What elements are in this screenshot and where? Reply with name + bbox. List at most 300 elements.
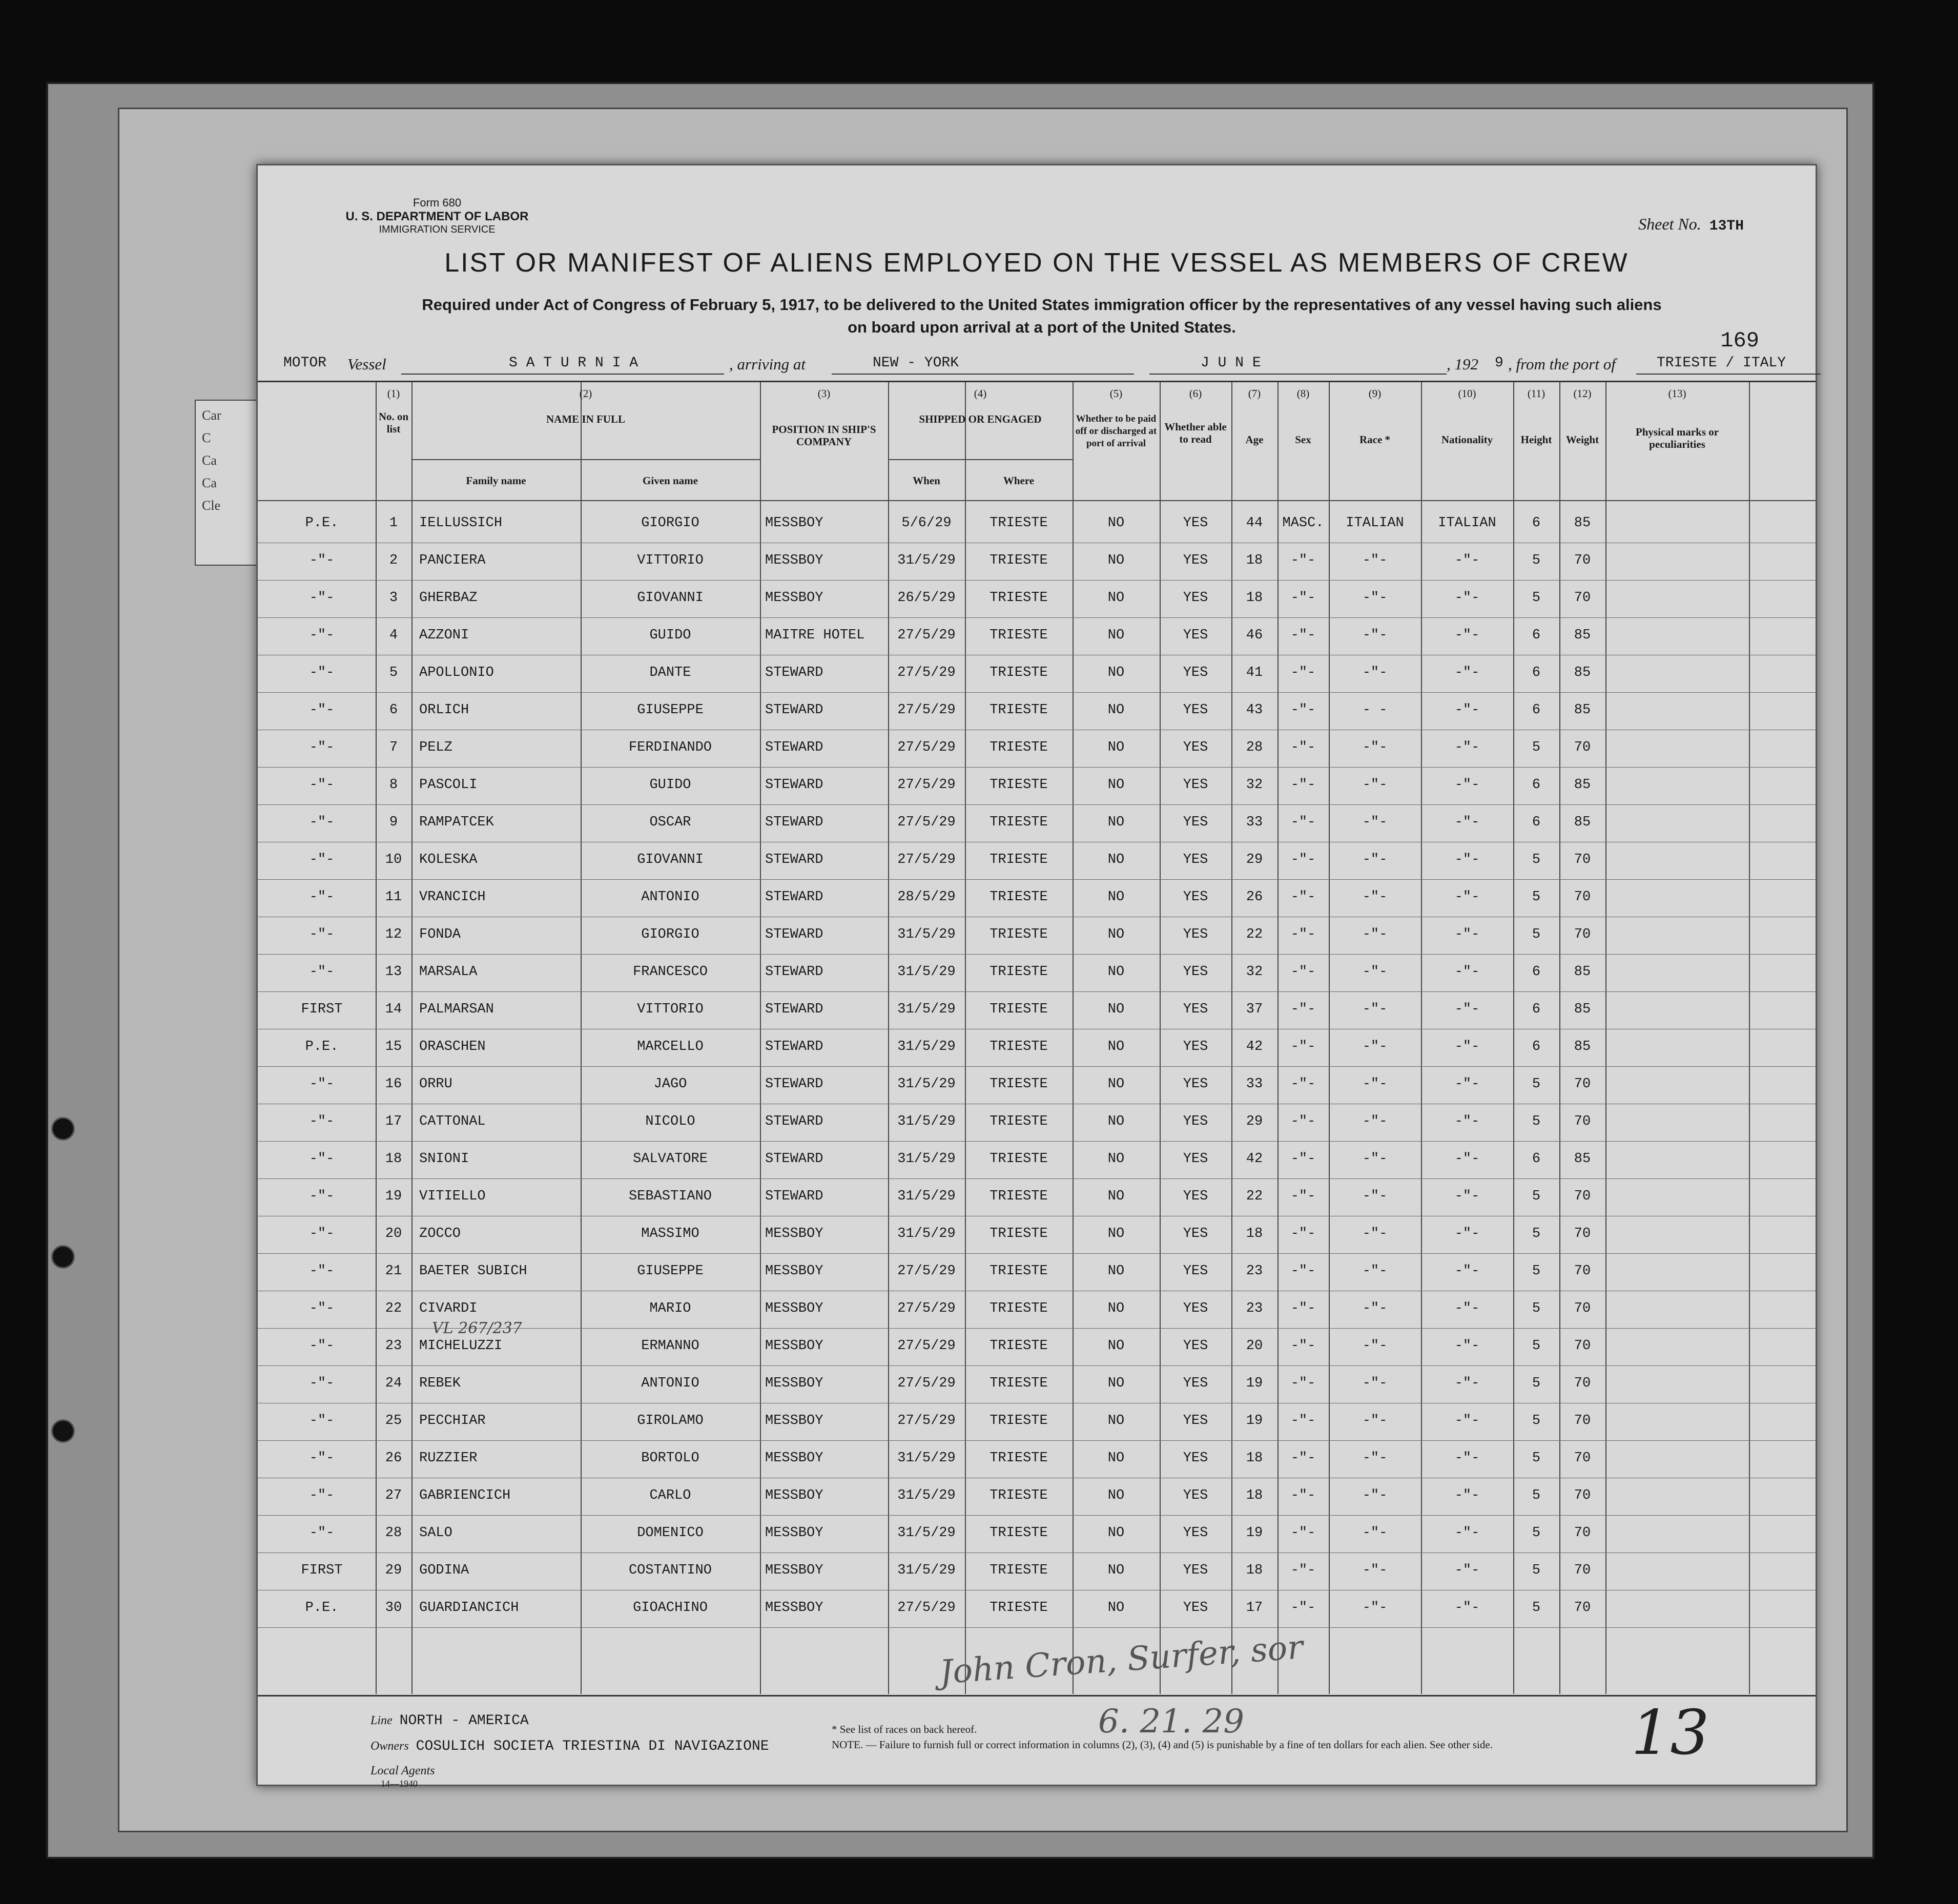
cell-mark: -"- — [309, 628, 335, 643]
cell-read: YES — [1183, 777, 1208, 793]
cell-where: TRIESTE — [990, 553, 1048, 568]
cell-position: MESSBOY — [765, 1264, 823, 1279]
cell-where: TRIESTE — [990, 1563, 1048, 1578]
cell-read: YES — [1183, 1077, 1208, 1092]
cell-no: 9 — [389, 815, 398, 830]
cell-sex: -"- — [1290, 777, 1316, 793]
cell-height: 5 — [1532, 1413, 1541, 1429]
cell-race: - - — [1362, 702, 1388, 718]
cell-given: MARIO — [649, 1301, 691, 1316]
cell-age: 33 — [1246, 815, 1263, 830]
cell-nat: -"- — [1454, 590, 1480, 606]
cell-mark: -"- — [309, 1488, 335, 1503]
page-title: LIST OR MANIFEST OF ALIENS EMPLOYED ON THE VESSEL AS MEMBERS OF CREW — [444, 248, 1629, 278]
cell-race: -"- — [1362, 1077, 1388, 1092]
cell-no: 10 — [385, 852, 402, 867]
cell-when: 31/5/29 — [897, 964, 956, 980]
table-row — [258, 1590, 1816, 1628]
cell-age: 23 — [1246, 1301, 1263, 1316]
table-row — [258, 543, 1816, 581]
cell-no: 16 — [385, 1077, 402, 1092]
cell-mark: -"- — [309, 702, 335, 718]
cell-nat: -"- — [1454, 1338, 1480, 1354]
table-row — [258, 692, 1816, 730]
cell-where: TRIESTE — [990, 927, 1048, 942]
side-card-text: Car — [202, 408, 221, 423]
table-row — [258, 1440, 1816, 1478]
cell-race: -"- — [1362, 964, 1388, 980]
cell-weight: 85 — [1574, 1002, 1591, 1017]
cell-nat: -"- — [1454, 1151, 1480, 1167]
cell-read: YES — [1183, 1600, 1208, 1616]
cell-paid: NO — [1107, 1338, 1125, 1354]
cell-position: STEWARD — [765, 889, 823, 905]
penalty-note: NOTE. — Failure to furnish full or correct information in columns (2), (3), (4) and (5) is punishable by a fine of ten dollars for each alien. See other side. — [832, 1739, 1493, 1751]
cell-sex: -"- — [1290, 889, 1316, 905]
cell-where: TRIESTE — [990, 1301, 1048, 1316]
cell-given: ANTONIO — [641, 1376, 699, 1391]
cell-race: -"- — [1362, 1563, 1388, 1578]
cell-mark: -"- — [309, 1114, 335, 1129]
cell-race: -"- — [1362, 1039, 1388, 1054]
cell-mark: -"- — [309, 1338, 335, 1354]
cell-paid: NO — [1107, 889, 1125, 905]
cell-read: YES — [1183, 590, 1208, 606]
subtitle-line-1: Required under Act of Congress of February 5, 1917, to be delivered to the United States immigration officer by the representatives of any vessel having such aliens — [422, 296, 1662, 314]
cell-position: STEWARD — [765, 1039, 823, 1054]
header-weight: Weight — [1565, 433, 1599, 446]
header-where: Where — [1003, 474, 1035, 487]
cell-age: 37 — [1246, 1002, 1263, 1017]
cell-nat: -"- — [1454, 1600, 1480, 1616]
cell-mark: -"- — [309, 1189, 335, 1204]
cell-paid: NO — [1107, 702, 1125, 718]
cell-mark: FIRST — [301, 1563, 343, 1578]
cell-weight: 70 — [1574, 1600, 1591, 1616]
col5-number: (5) — [1109, 387, 1123, 400]
cell-height: 5 — [1532, 1264, 1541, 1279]
cell-race: ITALIAN — [1346, 515, 1404, 531]
cell-read: YES — [1183, 1189, 1208, 1204]
vessel-name: S A T U R N I A — [509, 355, 638, 371]
cell-height: 6 — [1532, 702, 1541, 718]
cell-family: GODINA — [419, 1563, 469, 1578]
cell-when: 27/5/29 — [897, 702, 956, 718]
cell-where: TRIESTE — [990, 1264, 1048, 1279]
manifest-sheet — [256, 164, 1817, 1789]
cell-height: 5 — [1532, 553, 1541, 568]
cell-race: -"- — [1362, 1413, 1388, 1429]
cell-paid: NO — [1107, 553, 1125, 568]
cell-age: 32 — [1246, 777, 1263, 793]
side-card-text: C — [202, 430, 211, 445]
cell-nat: -"- — [1454, 1301, 1480, 1316]
cell-age: 18 — [1246, 590, 1263, 606]
cell-sex: -"- — [1290, 1039, 1316, 1054]
cell-height: 5 — [1532, 889, 1541, 905]
vessel-line — [283, 352, 1785, 378]
cell-no: 24 — [385, 1376, 402, 1391]
cell-height: 6 — [1532, 1002, 1541, 1017]
cell-where: TRIESTE — [990, 852, 1048, 867]
cell-nat: -"- — [1454, 1525, 1480, 1541]
cell-height: 5 — [1532, 740, 1541, 755]
col8-number: (8) — [1296, 387, 1310, 400]
cell-mark: -"- — [309, 777, 335, 793]
form-header — [345, 196, 529, 236]
cell-height: 5 — [1532, 590, 1541, 606]
col11-number: (11) — [1527, 387, 1545, 400]
header-no-on-list: No. on list — [378, 410, 409, 435]
cell-weight: 70 — [1574, 740, 1591, 755]
cell-given: FRANCESCO — [633, 964, 708, 980]
cell-weight: 70 — [1574, 1114, 1591, 1129]
cell-paid: NO — [1107, 1039, 1125, 1054]
cell-given: GIOACHINO — [633, 1600, 708, 1616]
print-code: 14—1940 — [381, 1778, 418, 1789]
col10-number: (10) — [1458, 387, 1476, 400]
cell-given: ERMANNO — [641, 1338, 699, 1354]
cell-where: TRIESTE — [990, 1151, 1048, 1167]
cell-sex: -"- — [1290, 1376, 1316, 1391]
cell-weight: 70 — [1574, 927, 1591, 942]
cell-family: VITIELLO — [419, 1189, 486, 1204]
cell-nat: -"- — [1454, 1413, 1480, 1429]
cell-where: TRIESTE — [990, 590, 1048, 606]
cell-race: -"- — [1362, 1301, 1388, 1316]
cell-height: 5 — [1532, 1376, 1541, 1391]
col12-number: (12) — [1573, 387, 1592, 400]
cell-sex: -"- — [1290, 1301, 1316, 1316]
cell-paid: NO — [1107, 665, 1125, 680]
cell-age: 18 — [1246, 553, 1263, 568]
cell-when: 5/6/29 — [901, 515, 952, 531]
cell-when: 31/5/29 — [897, 1451, 956, 1466]
cell-paid: NO — [1107, 1488, 1125, 1503]
cell-when: 31/5/29 — [897, 1114, 956, 1129]
cell-no: 12 — [385, 927, 402, 942]
cell-read: YES — [1183, 1151, 1208, 1167]
cell-height: 6 — [1532, 1151, 1541, 1167]
table-row — [258, 1104, 1816, 1142]
cell-mark: -"- — [309, 1413, 335, 1429]
cell-where: TRIESTE — [990, 702, 1048, 718]
cell-mark: -"- — [309, 740, 335, 755]
cell-family: RUZZIER — [419, 1451, 478, 1466]
punch-hole — [51, 1117, 75, 1141]
header-given-name: Given name — [643, 474, 698, 487]
cell-family: BAETER SUBICH — [419, 1264, 527, 1279]
cell-when: 27/5/29 — [897, 1413, 956, 1429]
cell-nat: -"- — [1454, 815, 1480, 830]
cell-read: YES — [1183, 1338, 1208, 1354]
cell-race: -"- — [1362, 1525, 1388, 1541]
cell-weight: 70 — [1574, 852, 1591, 867]
cell-no: 28 — [385, 1525, 402, 1541]
cell-where: TRIESTE — [990, 628, 1048, 643]
cell-where: TRIESTE — [990, 1600, 1048, 1616]
cell-when: 27/5/29 — [897, 1301, 956, 1316]
cell-race: -"- — [1362, 1338, 1388, 1354]
cell-height: 5 — [1532, 852, 1541, 867]
cell-nat: -"- — [1454, 1114, 1480, 1129]
punch-hole — [51, 1245, 75, 1269]
cell-no: 8 — [389, 777, 398, 793]
cell-mark: -"- — [309, 1525, 335, 1541]
header-able-to-read: Whether able to read — [1164, 421, 1227, 445]
cell-weight: 85 — [1574, 702, 1591, 718]
cell-sex: -"- — [1290, 1151, 1316, 1167]
cell-mark: -"- — [309, 1226, 335, 1241]
cell-given: GIORGIO — [641, 927, 699, 942]
cell-age: 19 — [1246, 1376, 1263, 1391]
cell-no: 17 — [385, 1114, 402, 1129]
table-row — [258, 767, 1816, 805]
cell-position: MESSBOY — [765, 1338, 823, 1354]
year-prefix: , 192 — [1447, 355, 1478, 373]
table-row — [258, 1141, 1816, 1179]
cell-family: AZZONI — [419, 628, 469, 643]
cell-paid: NO — [1107, 964, 1125, 980]
cell-given: COSTANTINO — [628, 1563, 712, 1578]
cell-sex: -"- — [1290, 665, 1316, 680]
header-physical-marks: Physical marks or peculiarities — [1635, 426, 1719, 450]
cell-no: 11 — [385, 889, 402, 905]
cell-given: OSCAR — [649, 815, 691, 830]
cell-position: MESSBOY — [765, 1600, 823, 1616]
side-card-text: Ca — [202, 453, 217, 468]
officer-signature: John Cron, Surfer, sor — [938, 1628, 1305, 1692]
cell-position: MESSBOY — [765, 1226, 823, 1241]
cell-given: GIOVANNI — [637, 590, 704, 606]
cell-when: 27/5/29 — [897, 628, 956, 643]
table-row — [258, 917, 1816, 955]
cell-read: YES — [1183, 1563, 1208, 1578]
cell-where: TRIESTE — [990, 1376, 1048, 1391]
cell-no: 15 — [385, 1039, 402, 1054]
cell-sex: -"- — [1290, 927, 1316, 942]
cell-nat: -"- — [1454, 1563, 1480, 1578]
cell-position: MESSBOY — [765, 515, 823, 531]
cell-weight: 70 — [1574, 1189, 1591, 1204]
cell-no: 27 — [385, 1488, 402, 1503]
cell-family: VRANCICH — [419, 889, 486, 905]
cell-when: 27/5/29 — [897, 740, 956, 755]
cell-position: STEWARD — [765, 815, 823, 830]
table-row — [258, 617, 1816, 655]
cell-no: 2 — [389, 553, 398, 568]
table-row — [258, 879, 1816, 917]
cell-mark: -"- — [309, 1264, 335, 1279]
cell-weight: 85 — [1574, 815, 1591, 830]
cell-given: VITTORIO — [637, 553, 704, 568]
cell-height: 6 — [1532, 628, 1541, 643]
cell-family: ZOCCO — [419, 1226, 461, 1241]
cell-weight: 70 — [1574, 553, 1591, 568]
cell-position: STEWARD — [765, 1151, 823, 1167]
cell-mark: -"- — [309, 590, 335, 606]
cell-sex: -"- — [1290, 590, 1316, 606]
table-row — [258, 1515, 1816, 1553]
table-row — [258, 1291, 1816, 1337]
cell-race: -"- — [1362, 628, 1388, 643]
cell-paid: NO — [1107, 1600, 1125, 1616]
cell-nat: -"- — [1454, 1226, 1480, 1241]
cell-nat: -"- — [1454, 1376, 1480, 1391]
cell-family: CATTONAL — [419, 1114, 486, 1129]
cell-weight: 85 — [1574, 628, 1591, 643]
cell-when: 27/5/29 — [897, 1338, 956, 1354]
cell-where: TRIESTE — [990, 1114, 1048, 1129]
cell-paid: NO — [1107, 777, 1125, 793]
cell-age: 22 — [1246, 1189, 1263, 1204]
table-row — [258, 655, 1816, 693]
cell-position: STEWARD — [765, 927, 823, 942]
from-port: TRIESTE / ITALY — [1657, 355, 1786, 371]
cell-where: TRIESTE — [990, 1525, 1048, 1541]
col4-number: (4) — [974, 387, 987, 400]
cell-sex: -"- — [1290, 1114, 1316, 1129]
cell-where: TRIESTE — [990, 1413, 1048, 1429]
cell-given: VITTORIO — [637, 1002, 704, 1017]
cell-race: -"- — [1362, 590, 1388, 606]
cell-read: YES — [1183, 927, 1208, 942]
cell-age: 19 — [1246, 1525, 1263, 1541]
cell-age: 41 — [1246, 665, 1263, 680]
cell-where: TRIESTE — [990, 515, 1048, 531]
cell-height: 6 — [1532, 665, 1541, 680]
subtitle — [335, 294, 1749, 339]
cell-weight: 70 — [1574, 1488, 1591, 1503]
side-card — [195, 400, 258, 566]
header-sex: Sex — [1295, 433, 1311, 446]
cell-family: IELLUSSICH — [419, 515, 503, 531]
header-age: Age — [1245, 433, 1264, 446]
cell-race: -"- — [1362, 1151, 1388, 1167]
cell-family: REBEK — [419, 1376, 461, 1391]
cell-where: TRIESTE — [990, 1002, 1048, 1017]
cell-read: YES — [1183, 1488, 1208, 1503]
cell-sex: -"- — [1290, 964, 1316, 980]
table-row — [258, 842, 1816, 880]
col9-number: (9) — [1368, 387, 1382, 400]
arriving-port: NEW - YORK — [873, 355, 959, 371]
cell-read: YES — [1183, 1226, 1208, 1241]
header-nationality: Nationality — [1441, 433, 1493, 446]
cell-no: 29 — [385, 1563, 402, 1578]
cell-age: 29 — [1246, 1114, 1263, 1129]
cell-sex: -"- — [1290, 1413, 1316, 1429]
cell-sex: -"- — [1290, 1525, 1316, 1541]
cell-paid: NO — [1107, 1002, 1125, 1017]
cell-no: 21 — [385, 1264, 402, 1279]
cell-nat: -"- — [1454, 553, 1480, 568]
cell-weight: 85 — [1574, 777, 1591, 793]
cell-paid: NO — [1107, 1525, 1125, 1541]
cell-nat: -"- — [1454, 740, 1480, 755]
cell-where: TRIESTE — [990, 665, 1048, 680]
cell-race: -"- — [1362, 1226, 1388, 1241]
cell-sex: -"- — [1290, 1338, 1316, 1354]
cell-height: 5 — [1532, 927, 1541, 942]
cell-read: YES — [1183, 1413, 1208, 1429]
cell-position: STEWARD — [765, 777, 823, 793]
cell-no: 25 — [385, 1413, 402, 1429]
side-card-text: Cle — [202, 498, 221, 513]
cell-no: 22 — [385, 1301, 402, 1316]
cell-where: TRIESTE — [990, 889, 1048, 905]
cell-family: PELZ — [419, 740, 452, 755]
cell-when: 27/5/29 — [897, 1600, 956, 1616]
cell-height: 5 — [1532, 1189, 1541, 1204]
cell-when: 31/5/29 — [897, 1039, 956, 1054]
cell-nat: -"- — [1454, 1189, 1480, 1204]
cell-when: 27/5/29 — [897, 777, 956, 793]
cell-nat: -"- — [1454, 964, 1480, 980]
cell-paid: NO — [1107, 740, 1125, 755]
cell-age: 18 — [1246, 1488, 1263, 1503]
cell-nat: -"- — [1454, 665, 1480, 680]
table-row — [258, 1328, 1816, 1366]
cell-family: ORLICH — [419, 702, 469, 718]
handwritten-note: VL 267/237 — [432, 1319, 522, 1337]
owners-label: Owners — [370, 1740, 409, 1753]
cell-nat: -"- — [1454, 1264, 1480, 1279]
table-row — [258, 1478, 1816, 1516]
cell-read: YES — [1183, 815, 1208, 830]
cell-weight: 70 — [1574, 590, 1591, 606]
cell-race: -"- — [1362, 1264, 1388, 1279]
header-race: Race * — [1359, 433, 1391, 446]
cell-weight: 70 — [1574, 1376, 1591, 1391]
cell-given: SALVATORE — [633, 1151, 708, 1167]
service: IMMIGRATION SERVICE — [379, 224, 496, 235]
table-row — [258, 1553, 1816, 1590]
cell-mark: -"- — [309, 889, 335, 905]
punch-hole — [51, 1419, 75, 1443]
table-row — [258, 1253, 1816, 1291]
cell-weight: 70 — [1574, 1451, 1591, 1466]
cell-given: CARLO — [649, 1488, 691, 1503]
cell-position: MESSBOY — [765, 553, 823, 568]
signature-date: 6. 21. 29 — [1098, 1703, 1244, 1741]
cell-weight: 85 — [1574, 1151, 1591, 1167]
cell-sex: -"- — [1290, 1264, 1316, 1279]
cell-race: -"- — [1362, 1376, 1388, 1391]
cell-weight: 70 — [1574, 1563, 1591, 1578]
cell-when: 26/5/29 — [897, 590, 956, 606]
cell-nat: -"- — [1454, 852, 1480, 867]
cell-race: -"- — [1362, 1600, 1388, 1616]
cell-sex: MASC. — [1282, 515, 1324, 531]
cell-height: 5 — [1532, 1338, 1541, 1354]
table-row — [258, 1403, 1816, 1441]
header-when: When — [913, 474, 940, 487]
cell-height: 5 — [1532, 1600, 1541, 1616]
header-position: POSITION IN SHIP'S COMPANY — [772, 423, 876, 448]
cell-race: -"- — [1362, 665, 1388, 680]
cell-no: 14 — [385, 1002, 402, 1017]
cell-sex: -"- — [1290, 553, 1316, 568]
cell-age: 32 — [1246, 964, 1263, 980]
cell-paid: NO — [1107, 590, 1125, 606]
cell-height: 6 — [1532, 815, 1541, 830]
department: U. S. DEPARTMENT OF LABOR — [345, 210, 529, 223]
cell-when: 31/5/29 — [897, 927, 956, 942]
cell-age: 33 — [1246, 1077, 1263, 1092]
cell-family: KOLESKA — [419, 852, 478, 867]
cell-paid: NO — [1107, 628, 1125, 643]
